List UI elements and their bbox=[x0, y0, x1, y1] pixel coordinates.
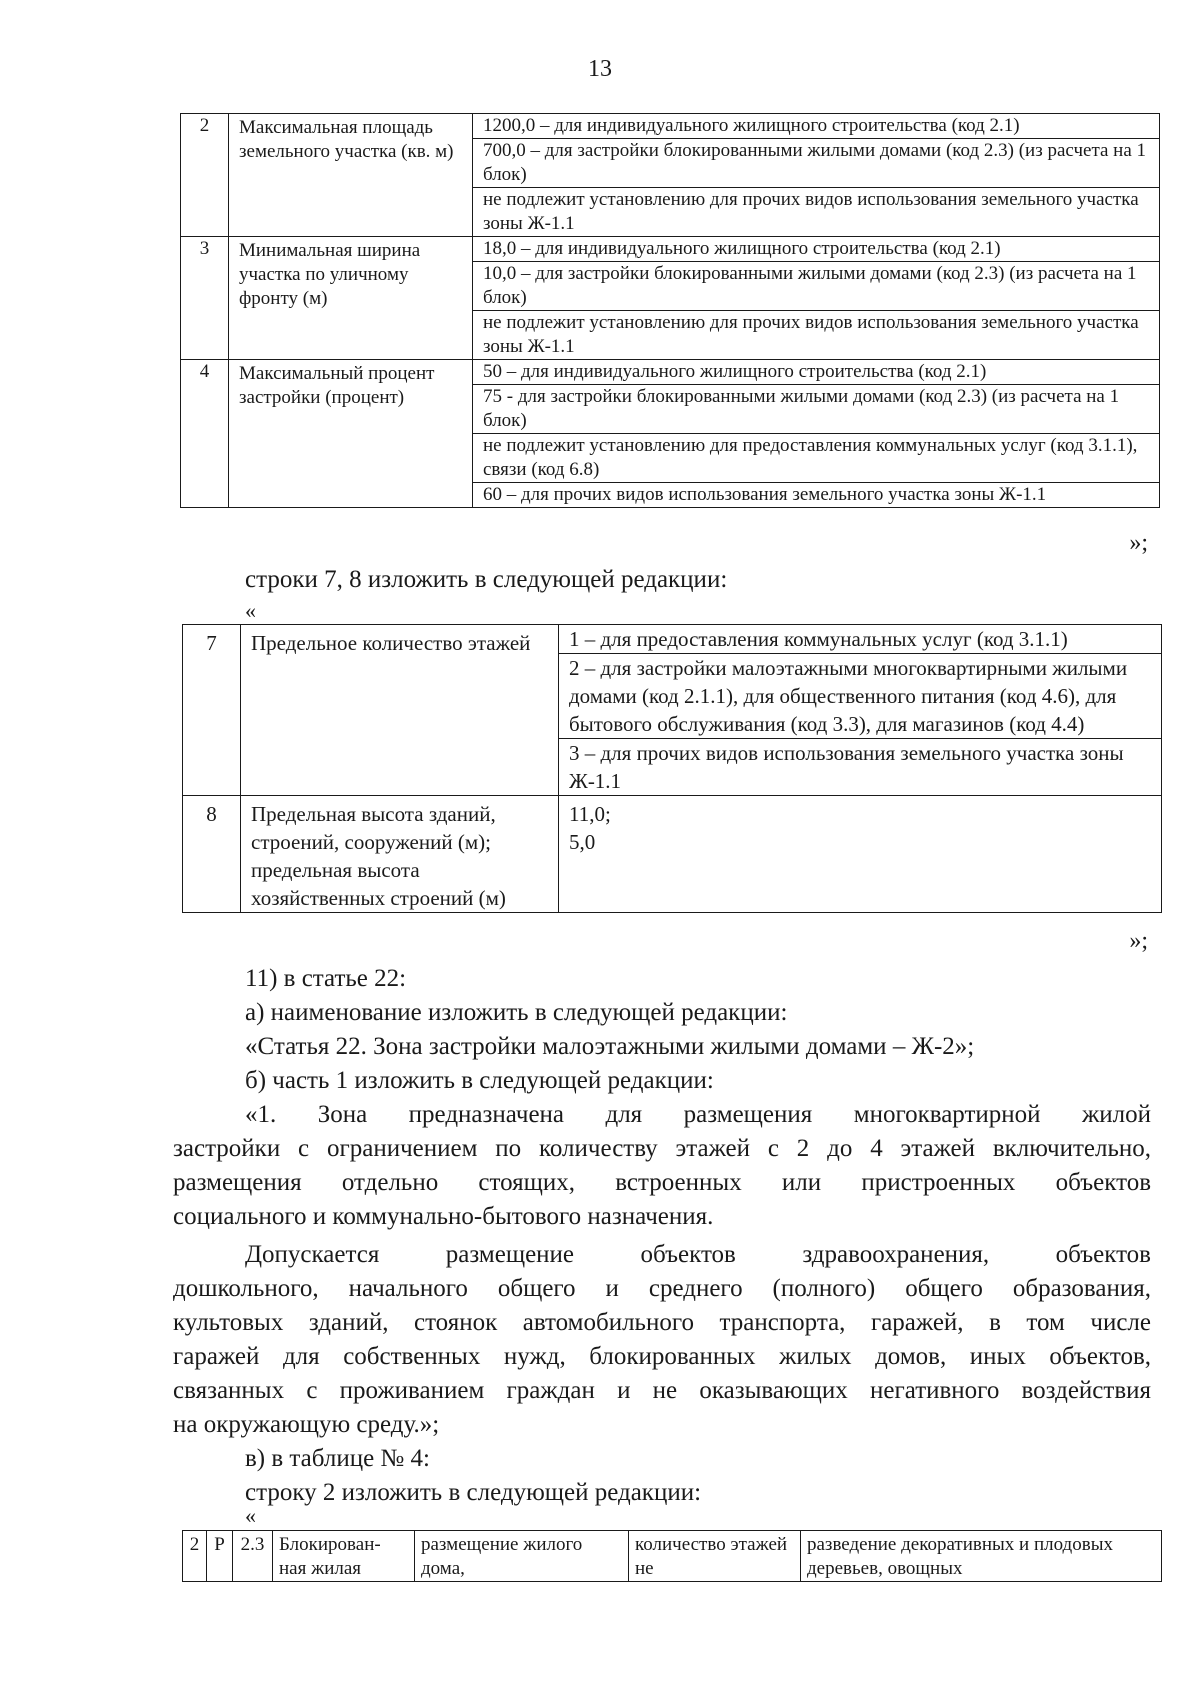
closing-quote: »; bbox=[1129, 928, 1148, 954]
parameter-name: Предельная высота зданий, строений, сооружений (м); предельная высота хозяйственных строений (м) bbox=[241, 796, 559, 913]
parameter-name: Предельное количество этажей bbox=[241, 625, 559, 796]
article-text-line: связанных с проживанием граждан и не оказывающих негативного воздействия bbox=[173, 1377, 1151, 1404]
row-number: 8 bbox=[183, 796, 241, 913]
article-paragraph: в) в таблице № 4: bbox=[245, 1445, 430, 1472]
article-text-line: дошкольного, начального общего и среднего (полного) общего образования, bbox=[173, 1275, 1151, 1302]
table-cell: Р bbox=[207, 1531, 233, 1582]
closing-quote: »; bbox=[1129, 530, 1148, 556]
table-cell: Блокирован- ная жилая bbox=[273, 1531, 415, 1582]
article-paragraph: а) наименование изложить в следующей редакции: bbox=[245, 999, 788, 1026]
article-paragraph: строку 2 изложить в следующей редакции: bbox=[245, 1479, 702, 1506]
article-text-line: застройки с ограничением по количеству этажей с 2 до 4 этажей включительно, bbox=[173, 1135, 1151, 1162]
zoning-parameters-table-1 bbox=[180, 113, 1160, 508]
article-text-line: на окружающую среду.»; bbox=[173, 1411, 440, 1438]
article-text-line: размещения отдельно стоящих, встроенных или пристроенных объектов bbox=[173, 1169, 1151, 1196]
parameter-value: 700,0 – для застройки блокированными жилыми домами (код 2.3) (из расчета на 1 блок) bbox=[473, 139, 1160, 188]
article-paragraph: 11) в статье 22: bbox=[245, 965, 407, 992]
parameter-value: не подлежит установлению для прочих видов использования земельного участка зоны Ж-1.1 bbox=[473, 188, 1160, 237]
row-number: 4 bbox=[181, 360, 229, 508]
parameter-value: 18,0 – для индивидуального жилищного строительства (код 2.1) bbox=[473, 237, 1160, 262]
table-cell: 2.3 bbox=[233, 1531, 273, 1582]
parameter-value bbox=[559, 796, 1162, 913]
parameter-name: Максимальный процент застройки (процент) bbox=[229, 360, 473, 508]
parameter-value: 60 – для прочих видов использования земельного участка зоны Ж-1.1 bbox=[473, 483, 1160, 508]
height-value: 11,0; bbox=[569, 802, 611, 826]
height-value: 5,0 bbox=[569, 830, 596, 854]
article-paragraph: б) часть 1 изложить в следующей редакции: bbox=[245, 1067, 714, 1094]
table-cell: 2 bbox=[183, 1531, 207, 1582]
article-paragraph: «Статья 22. Зона застройки малоэтажными жилыми домами – Ж-2»; bbox=[245, 1033, 975, 1060]
opening-quote: « bbox=[245, 1503, 256, 1528]
parameter-value: не подлежит установлению для предоставления коммунальных услуг (код 3.1.1), связи (код 6.8) bbox=[473, 434, 1160, 483]
parameter-value: 1200,0 – для индивидуального жилищного строительства (код 2.1) bbox=[473, 114, 1160, 139]
article-text-line: культовых зданий, стоянок автомобильного транспорта, гаражей, в том числе bbox=[173, 1309, 1151, 1336]
article-text-line: «1. Зона предназначена для размещения многоквартирной жилой bbox=[245, 1101, 1151, 1128]
parameter-value: 1 – для предоставления коммунальных услуг (код 3.1.1) bbox=[559, 625, 1162, 654]
article-text-line: гаражей для собственных нужд, блокированных жилых домов, иных объектов, bbox=[173, 1343, 1151, 1370]
parameter-name: Максимальная площадь земельного участка (кв. м) bbox=[229, 114, 473, 237]
row-number: 3 bbox=[181, 237, 229, 360]
parameter-value: 10,0 – для застройки блокированными жилыми домами (код 2.3) (из расчета на 1 блок) bbox=[473, 262, 1160, 311]
parameter-value: 2 – для застройки малоэтажными многоквартирными жилыми домами (код 2.1.1), для общественного питания (код 4.6), для бытового обслуживания (код 3.3), для магазинов (код 4.4) bbox=[559, 654, 1162, 739]
table-cell: разведение декоративных и плодовых деревьев, овощных bbox=[801, 1531, 1162, 1582]
opening-quote: « bbox=[245, 598, 256, 623]
zoning-parameters-table-2 bbox=[182, 624, 1162, 913]
parameter-value: 50 – для индивидуального жилищного строительства (код 2.1) bbox=[473, 360, 1160, 385]
article-text-line: Допускается размещение объектов здравоохранения, объектов bbox=[245, 1241, 1151, 1268]
heading-rows-7-8: строки 7, 8 изложить в следующей редакции: bbox=[245, 566, 728, 593]
parameter-value: не подлежит установлению для прочих видов использования земельного участка зоны Ж-1.1 bbox=[473, 311, 1160, 360]
article-text-line: социального и коммунально-бытового назначения. bbox=[173, 1203, 714, 1230]
row-number: 7 bbox=[183, 625, 241, 796]
table-cell: количество этажей не bbox=[629, 1531, 801, 1582]
parameter-name: Минимальная ширина участка по уличному фронту (м) bbox=[229, 237, 473, 360]
parameter-value: 3 – для прочих видов использования земельного участка зоны Ж-1.1 bbox=[559, 739, 1162, 796]
table-4-row-2 bbox=[182, 1530, 1162, 1582]
parameter-value: 75 - для застройки блокированными жилыми домами (код 2.3) (из расчета на 1 блок) bbox=[473, 385, 1160, 434]
row-number: 2 bbox=[181, 114, 229, 237]
page-number: 13 bbox=[588, 56, 612, 82]
table-cell: размещение жилого дома, bbox=[415, 1531, 629, 1582]
